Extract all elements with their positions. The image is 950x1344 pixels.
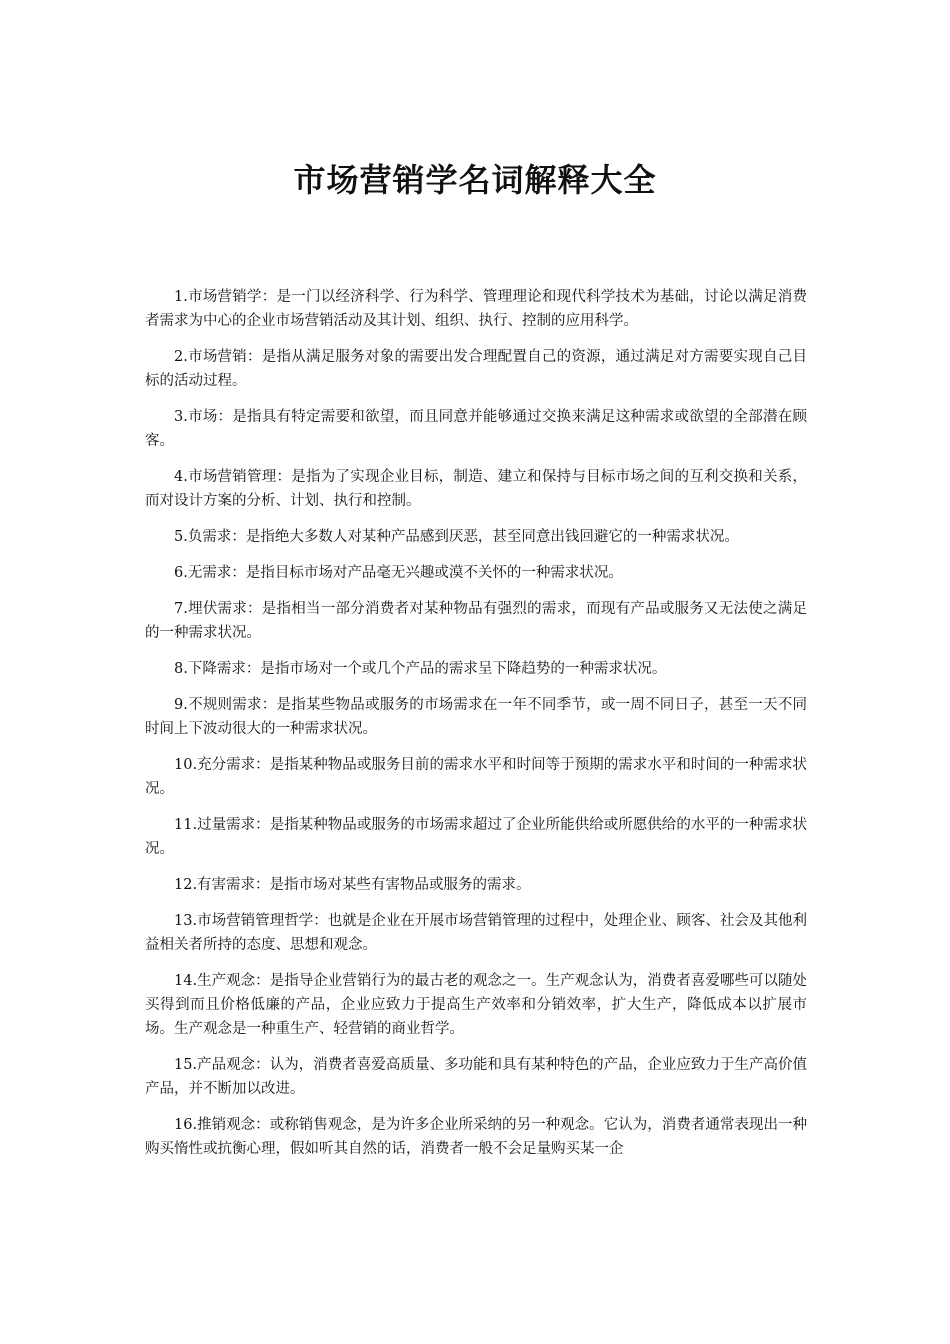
paragraph-11: 11.过量需求：是指某种物品或服务的市场需求超过了企业所能供给或所愿供给的水平的一种需求状况。 [145, 817, 807, 857]
paragraph-8: 8.下降需求：是指市场对一个或几个产品的需求呈下降趋势的一种需求状况。 [174, 661, 667, 677]
paragraph-2: 2.市场营销：是指从满足服务对象的需要出发合理配置自己的资源，通过满足对方需要实现自己目标的活动过程。 [145, 349, 807, 389]
paragraph-1: 1.市场营销学：是一门以经济科学、行为科学、管理理论和现代科学技术为基础，讨论以满足消费者需求为中心的企业市场营销活动及其计划、组织、执行、控制的应用科学。 [145, 289, 807, 329]
paragraph-13: 13.市场营销管理哲学：也就是企业在开展市场营销管理的过程中，处理企业、顾客、社会及其他利益相关者所持的态度、思想和观念。 [145, 913, 807, 953]
paragraph-7: 7.埋伏需求：是指相当一部分消费者对某种物品有强烈的需求，而现有产品或服务又无法使之满足的一种需求状况。 [145, 601, 807, 641]
paragraph-6: 6.无需求：是指目标市场对产品毫无兴趣或漠不关怀的一种需求状况。 [174, 565, 623, 581]
paragraph-12: 12.有害需求：是指市场对某些有害物品或服务的需求。 [174, 877, 531, 893]
document-title: 市场营销学名词解释大全 [293, 161, 657, 199]
paragraph-4: 4.市场营销管理：是指为了实现企业目标，制造、建立和保持与目标市场之间的互利交换和关系，而对设计方案的分析、计划、执行和控制。 [145, 469, 807, 509]
paragraph-16: 16.推销观念：或称销售观念，是为许多企业所采纳的另一种观念。它认为，消费者通常表现出一种购买惰性或抗衡心理，假如听其自然的话，消费者一般不会足量购买某一企 [145, 1117, 807, 1157]
paragraph-5: 5.负需求：是指绝大多数人对某种产品感到厌恶，甚至同意出钱回避它的一种需求状况。 [174, 529, 739, 545]
paragraph-15: 15.产品观念：认为，消费者喜爱高质量、多功能和具有某种特色的产品，企业应致力于生产高价值产品，并不断加以改进。 [145, 1057, 807, 1097]
document-body [145, 285, 807, 1173]
paragraph-14: 14.生产观念：是指导企业营销行为的最古老的观念之一。生产观念认为，消费者喜爱哪些可以随处买得到而且价格低廉的产品，企业应致力于提高生产效率和分销效率，扩大生产，降低成本以扩展市场。生产观念是一种重生产、轻营销的商业哲学。 [145, 973, 807, 1037]
paragraph-3: 3.市场：是指具有特定需要和欲望，而且同意并能够通过交换来满足这种需求或欲望的全部潜在顾客。 [145, 409, 807, 449]
paragraph-10: 10.充分需求：是指某种物品或服务目前的需求水平和时间等于预期的需求水平和时间的一种需求状况。 [145, 757, 807, 797]
paragraph-9: 9.不规则需求：是指某些物品或服务的市场需求在一年不同季节，或一周不同日子，甚至一天不同时间上下波动很大的一种需求状况。 [145, 697, 807, 737]
